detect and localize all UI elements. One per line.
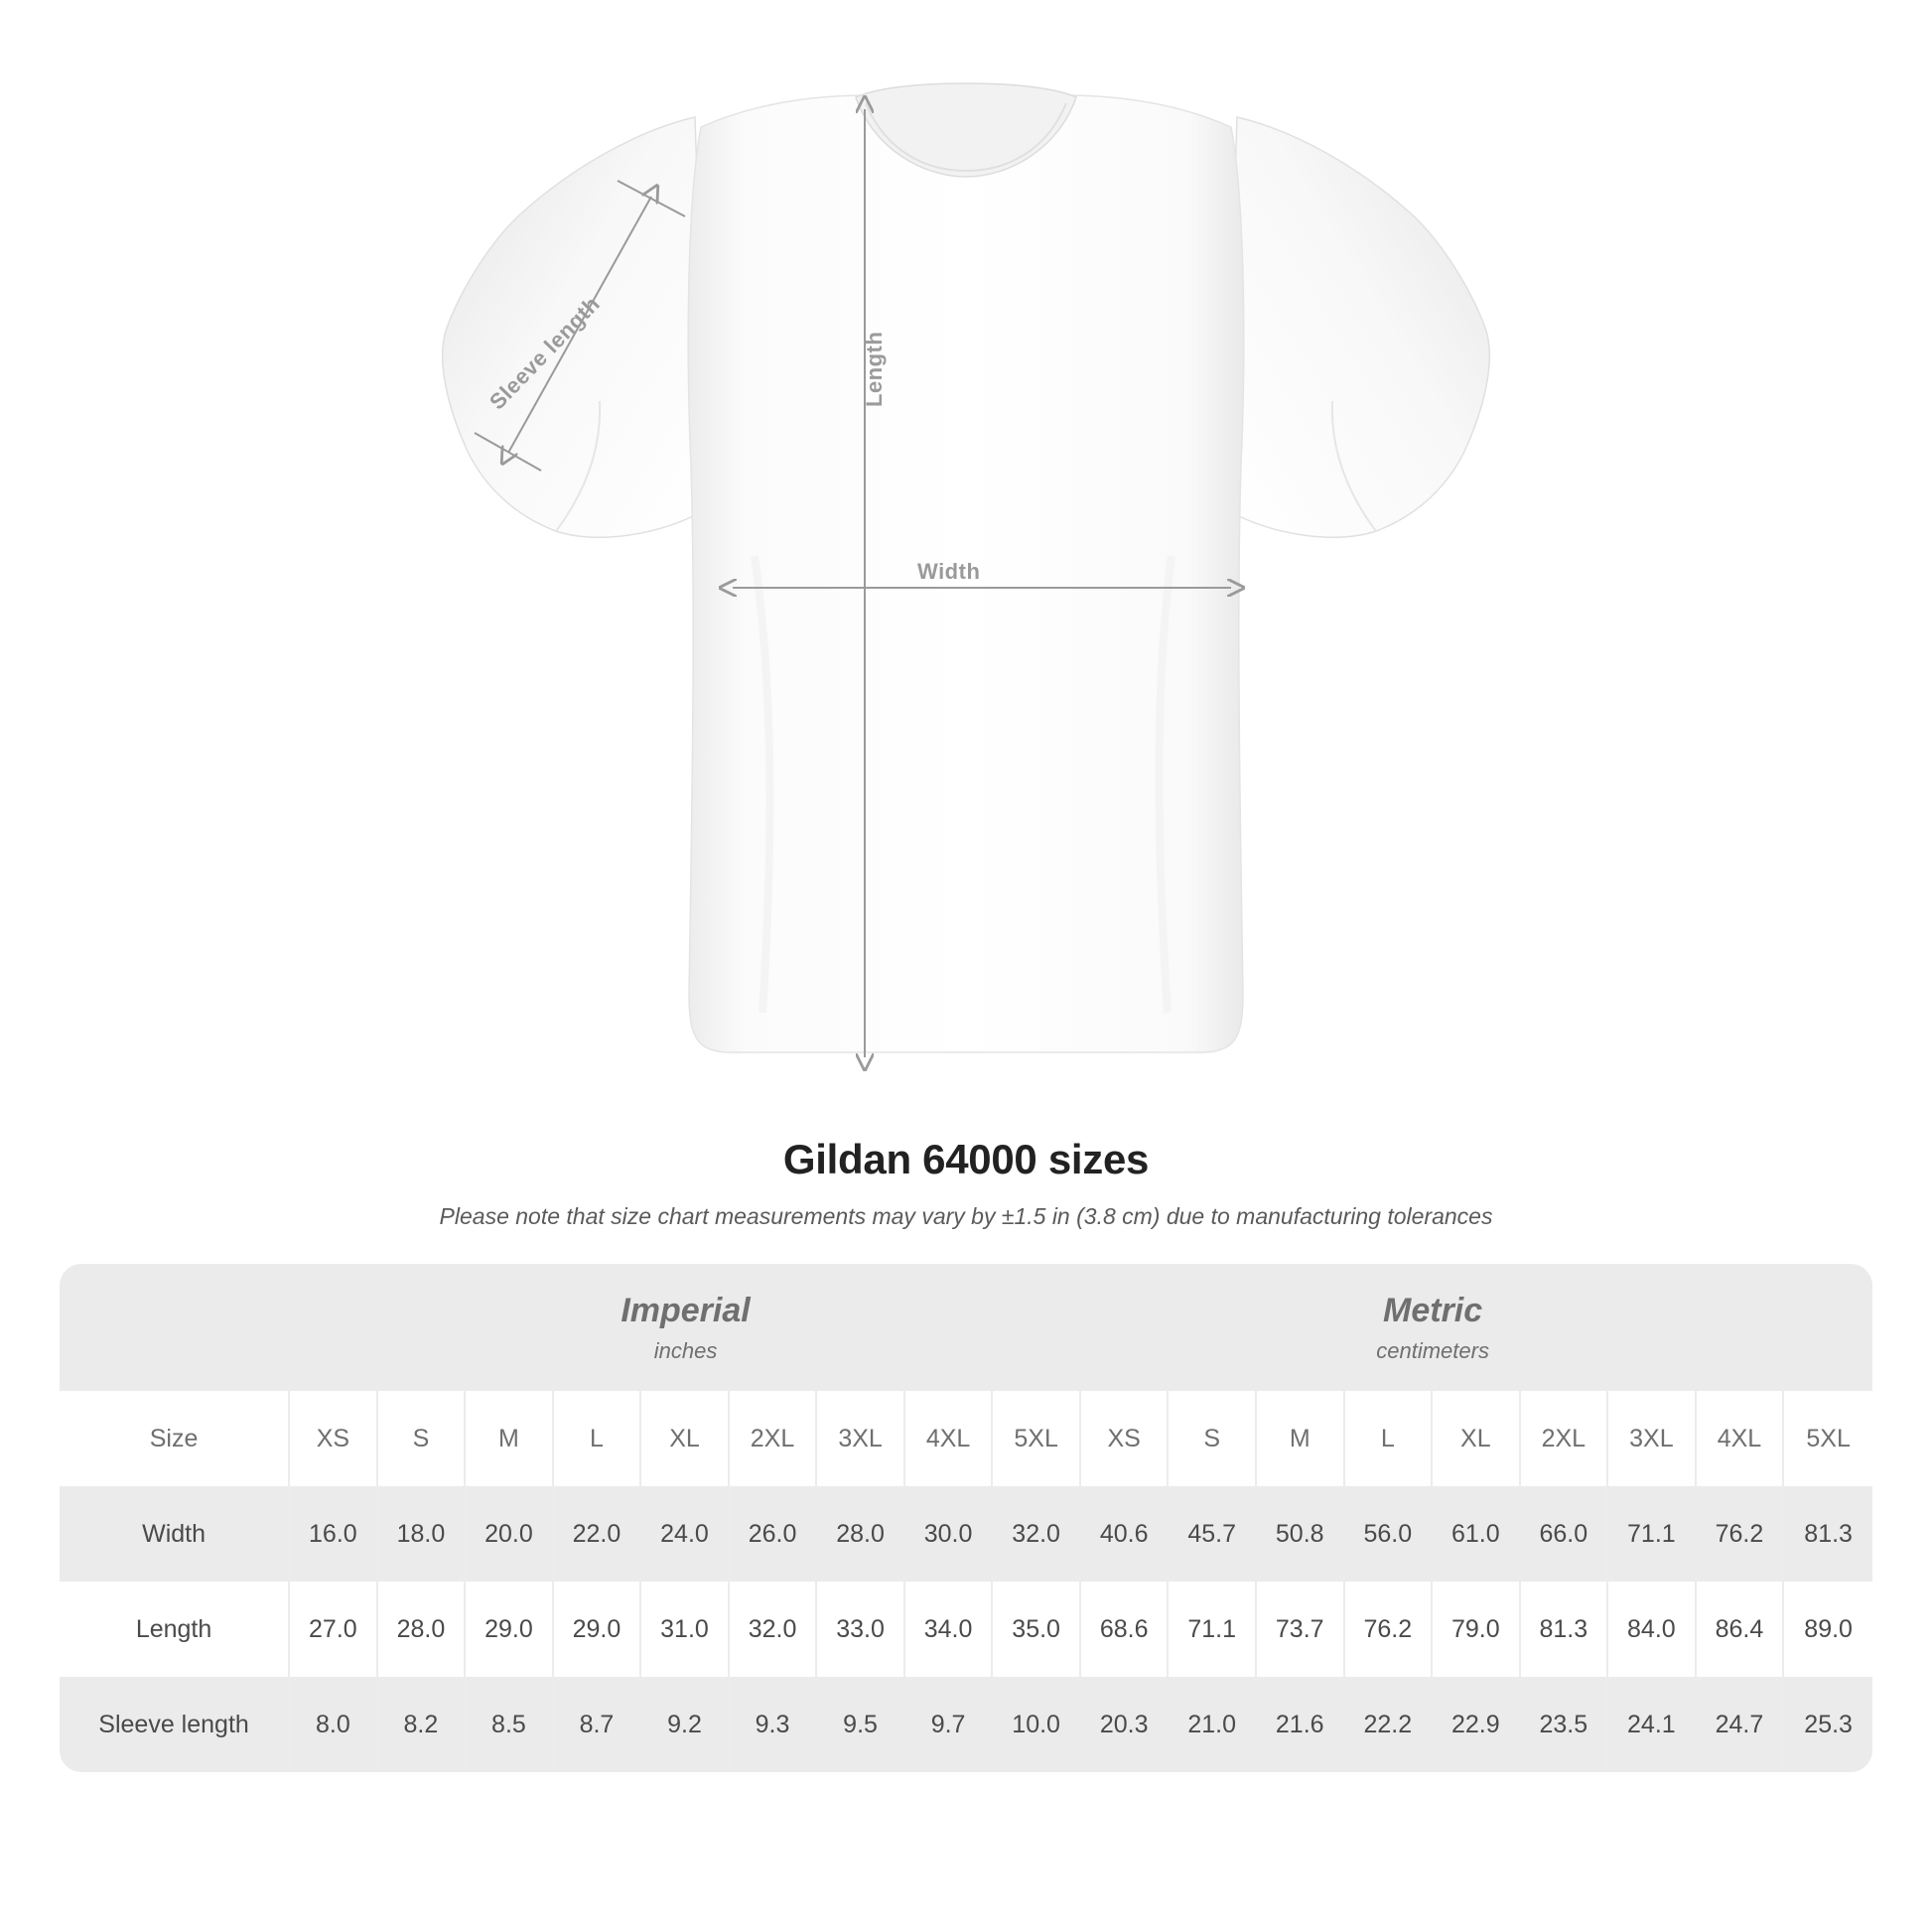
table-cell: 25.3 bbox=[1784, 1677, 1872, 1772]
table-cell: 8.2 bbox=[378, 1677, 467, 1772]
unit-header-spacer bbox=[60, 1264, 290, 1391]
unit-header-imperial bbox=[290, 1264, 1081, 1391]
table-row bbox=[60, 1582, 1872, 1677]
unit-imperial-name: Imperial bbox=[621, 1291, 751, 1329]
table-cell: 8.7 bbox=[554, 1677, 642, 1772]
unit-metric-sub: centimeters bbox=[1376, 1337, 1489, 1363]
table-cell: 24.0 bbox=[641, 1486, 730, 1582]
column-header-cell: S bbox=[1169, 1391, 1257, 1486]
column-header-cell: 4XL bbox=[905, 1391, 994, 1486]
title-block bbox=[0, 1136, 1932, 1230]
column-header-cell: 3XL bbox=[817, 1391, 905, 1486]
table-cell: 61.0 bbox=[1433, 1486, 1521, 1582]
table-cell: 28.0 bbox=[817, 1486, 905, 1582]
table-cell: 71.1 bbox=[1608, 1486, 1697, 1582]
table-cell: 79.0 bbox=[1433, 1582, 1521, 1677]
table-cell: 30.0 bbox=[905, 1486, 994, 1582]
table-cell: 76.2 bbox=[1697, 1486, 1785, 1582]
column-header-cell: 5XL bbox=[993, 1391, 1081, 1486]
table-cell: 9.3 bbox=[730, 1677, 818, 1772]
table-cell: 33.0 bbox=[817, 1582, 905, 1677]
table-cell: 24.7 bbox=[1697, 1677, 1785, 1772]
page-title: Gildan 64000 sizes bbox=[782, 1136, 1150, 1182]
table-cell: 27.0 bbox=[290, 1582, 378, 1677]
row-label: Length bbox=[60, 1582, 290, 1677]
table-cell: 73.7 bbox=[1257, 1582, 1345, 1677]
table-cell: 20.3 bbox=[1081, 1677, 1170, 1772]
table-cell: 89.0 bbox=[1784, 1582, 1872, 1677]
table-cell: 86.4 bbox=[1697, 1582, 1785, 1677]
table-cell: 32.0 bbox=[730, 1582, 818, 1677]
table-cell: 66.0 bbox=[1521, 1486, 1609, 1582]
table-cell: 50.8 bbox=[1257, 1486, 1345, 1582]
column-header-cell: XL bbox=[641, 1391, 730, 1486]
table-cell: 29.0 bbox=[554, 1582, 642, 1677]
table-cell: 71.1 bbox=[1169, 1582, 1257, 1677]
table-row bbox=[60, 1677, 1872, 1772]
column-header-cell: 3XL bbox=[1608, 1391, 1697, 1486]
table-cell: 68.6 bbox=[1081, 1582, 1170, 1677]
table-cell: 9.5 bbox=[817, 1677, 905, 1772]
table-cell: 16.0 bbox=[290, 1486, 378, 1582]
column-header-row bbox=[60, 1391, 1872, 1486]
table-cell: 28.0 bbox=[378, 1582, 467, 1677]
column-header-cell: 5XL bbox=[1784, 1391, 1872, 1486]
table-row bbox=[60, 1486, 1872, 1582]
size-header-cell: Size bbox=[60, 1391, 290, 1486]
column-header-cell: L bbox=[554, 1391, 642, 1486]
unit-header-row bbox=[60, 1264, 1872, 1391]
column-header-cell: S bbox=[378, 1391, 467, 1486]
table-cell: 24.1 bbox=[1608, 1677, 1697, 1772]
column-header-cell: M bbox=[466, 1391, 554, 1486]
table-cell: 21.0 bbox=[1169, 1677, 1257, 1772]
table-cell: 8.0 bbox=[290, 1677, 378, 1772]
table-cell: 22.0 bbox=[554, 1486, 642, 1582]
table-cell: 22.9 bbox=[1433, 1677, 1521, 1772]
table-cell: 20.0 bbox=[466, 1486, 554, 1582]
table-cell: 26.0 bbox=[730, 1486, 818, 1582]
table-cell: 81.3 bbox=[1784, 1486, 1872, 1582]
sleeve-length-dimension-label: Sleeve length bbox=[484, 291, 606, 415]
column-header-cell: 2XL bbox=[730, 1391, 818, 1486]
size-table-wrapper bbox=[60, 1264, 1872, 1772]
column-header-cell: XS bbox=[290, 1391, 378, 1486]
column-header-cell: L bbox=[1345, 1391, 1434, 1486]
length-dimension-label: Length bbox=[862, 331, 887, 407]
table-cell: 56.0 bbox=[1345, 1486, 1434, 1582]
column-header-cell: M bbox=[1257, 1391, 1345, 1486]
table-cell: 34.0 bbox=[905, 1582, 994, 1677]
table-cell: 84.0 bbox=[1608, 1582, 1697, 1677]
table-cell: 35.0 bbox=[993, 1582, 1081, 1677]
table-cell: 21.6 bbox=[1257, 1677, 1345, 1772]
table-cell: 9.7 bbox=[905, 1677, 994, 1772]
column-header-cell: 2XL bbox=[1521, 1391, 1609, 1486]
table-cell: 81.3 bbox=[1521, 1582, 1609, 1677]
table-cell: 31.0 bbox=[641, 1582, 730, 1677]
unit-metric-name: Metric bbox=[1383, 1291, 1483, 1329]
table-cell: 10.0 bbox=[993, 1677, 1081, 1772]
column-header-cell: XS bbox=[1081, 1391, 1170, 1486]
table-cell: 76.2 bbox=[1345, 1582, 1434, 1677]
table-cell: 45.7 bbox=[1169, 1486, 1257, 1582]
table-cell: 29.0 bbox=[466, 1582, 554, 1677]
table-cell: 22.2 bbox=[1345, 1677, 1434, 1772]
size-table bbox=[60, 1264, 1872, 1772]
tolerance-note: Please note that size chart measurements may vary by ±1.5 in (3.8 cm) due to manufacturing tolerances bbox=[439, 1203, 1493, 1229]
table-cell: 40.6 bbox=[1081, 1486, 1170, 1582]
table-cell: 23.5 bbox=[1521, 1677, 1609, 1772]
table-cell: 8.5 bbox=[466, 1677, 554, 1772]
row-label: Sleeve length bbox=[60, 1677, 290, 1772]
column-header-cell: 4XL bbox=[1697, 1391, 1785, 1486]
unit-header-metric-pad bbox=[1784, 1264, 1872, 1391]
table-cell: 18.0 bbox=[378, 1486, 467, 1582]
row-label: Width bbox=[60, 1486, 290, 1582]
width-dimension-label: Width bbox=[917, 559, 981, 584]
table-cell: 9.2 bbox=[641, 1677, 730, 1772]
column-header-cell: XL bbox=[1433, 1391, 1521, 1486]
table-cell: 32.0 bbox=[993, 1486, 1081, 1582]
unit-imperial-sub: inches bbox=[653, 1337, 718, 1363]
unit-header-metric bbox=[1081, 1264, 1784, 1391]
